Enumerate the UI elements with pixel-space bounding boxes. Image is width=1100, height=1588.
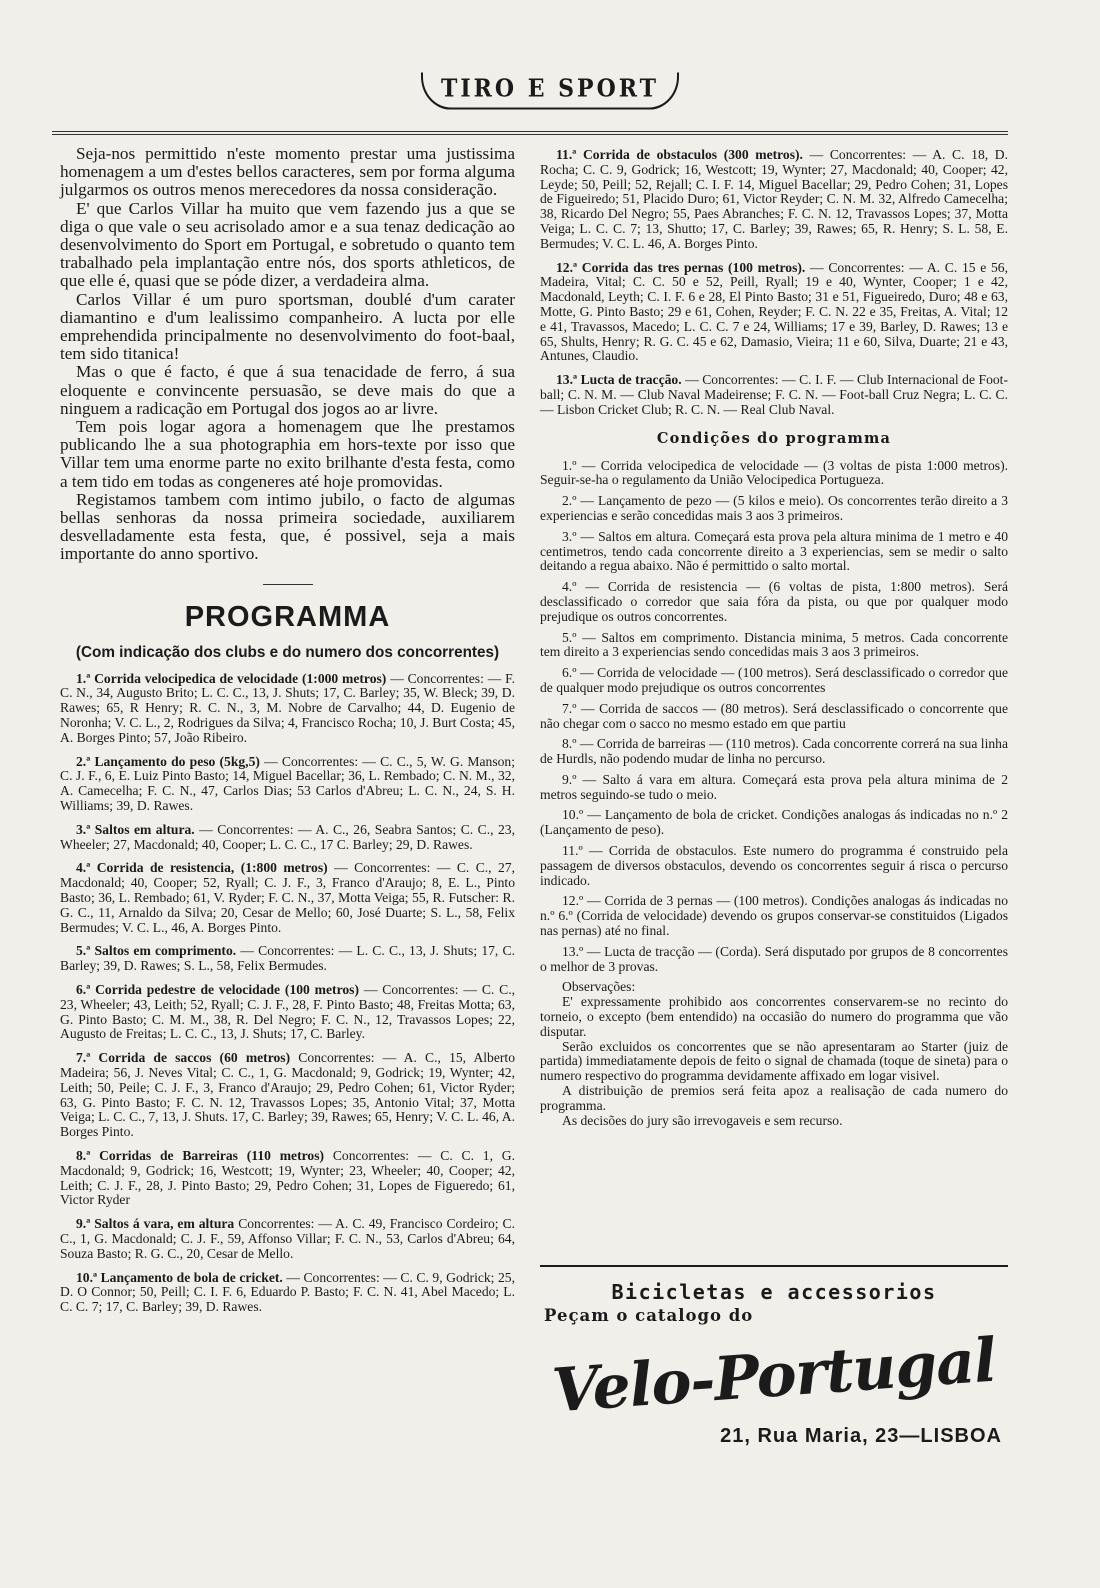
right-column: [540, 148, 1008, 1128]
event-heading: 11.ª Corrida de obstaculos (300 metros).: [556, 147, 803, 162]
intro-paragraph: E' que Carlos Villar ha muito que vem fazendo jus a que se diga o que vale o seu acrisolado amor e a sua tenaz dedicação ao desenvolvimento do Sport em Portugal, e sobretudo o quanto tem trabalhado pela implantação entre nós, dos sports athleticos, de que elle é, quasi que se póde dizer, a verdadeira alma.: [60, 198, 515, 291]
condition-item: 6.º — Corrida de velocidade — (100 metros). Será desclassificado o corredor que de qualquer modo prejudique os outros concorrentes: [540, 665, 1008, 695]
event-heading: 10.ª Lançamento de bola de cricket.: [76, 1269, 283, 1285]
intro-paragraph: Mas o que é facto, é que á sua tenacidade de ferro, á sua eloquente e convincente persuasão, se deve mais do que a ninguem a radicação em Portugal dos jogos ao ar livre.: [60, 362, 515, 418]
condition-item: 9.º — Salto á vara em altura. Começará esta prova pela altura minima de 2 metros seguindo-se tudo o meio.: [540, 771, 1008, 802]
masthead-logo: TIRO E SPORT: [421, 72, 679, 109]
left-column: [60, 145, 515, 1324]
observacao-item: A distribuição de premios será feita apoz a realisação de cada numero do programma.: [540, 1083, 1008, 1113]
event-heading: 8.ª Corridas de Barreiras (110 metros): [76, 1147, 325, 1163]
observacao-item: E' expressamente prohibido aos concorrentes conservarem-se no recinto do torneio, o excepto (bem entendido) na occasião do numero do programma que vão disputar.: [540, 994, 1008, 1039]
observacao-item: Serão excluidos os concorrentes que se não apresentaram ao Starter (juiz de partida) immediatamente depois de feito o signal de chamada (toque de sineta) para o numero respectivo do programma devidamente affixado em logar visivel.: [540, 1038, 1008, 1084]
event-item: [60, 1051, 515, 1140]
event-heading: 12.ª Corrida das tres pernas (100 metros).: [556, 259, 806, 275]
event-entrants: — Concorrentes: — A. C. 18, D. Rocha; C. C. 9, Godrick; 16, Westcott; 19, Wynter; 27, Macdonald; 40, Cooper; 42, Leyde; 50, Peill; 52, Rejall; C. I. F. 14, Miguel Bacellar; 29, Pedro Cohen; 31, Lopes de Figueiredo; 51, Placido Duro; 61, Victor Reyder; C. N. M. 32, Alfredo Camecelha; 38, Ricardo Del Negro; 55, Paes Abranches; F. C. N. 12, Travassos Lopes; 37, Motta Veiga; L. C. C. 7; 13, Shutto; 17, C. Barley; 39, Rawes; 65, R. Henry; S. L. 58, E. Bermudes; V. C. L. 46, A. Borges Pinto.: [540, 147, 1008, 251]
event-entrants: — Concorrentes: — C. I. F. — Club Internacional de Foot-ball; C. N. M. — Club Naval Madeirense; F. C. N. — Foot-ball Cruz Negra; L. C. C. — Lisbon Cricket Club; R. C. N. — Real Club Naval.: [540, 372, 1008, 417]
event-item: [60, 1149, 515, 1208]
ad-headline: Bicicletas e accessorios: [611, 1280, 937, 1304]
event-entrants: — Concorrentes: — C. C., 5, W. G. Manson; C. J. F., 6, E. Luiz Pinto Basto; 14, Miguel Bacellar; 36, L. Rembado; C. N. M., 32, A. Camecelha; F. C. N., 47, Carlos Dias; 53 Carlos d'Abreu; L. C. N., 24, S. H. Williams; 39, D. Rawes.: [60, 753, 516, 814]
event-heading: 1.ª Corrida velocipedica de velocidade (1:000 metros): [76, 670, 387, 686]
event-heading: 9.ª Saltos á vara, em altura: [76, 1216, 235, 1232]
condition-item: 10.º — Lançamento de bola de cricket. Condições analogas ás indicadas no n.º 2 (Lançamento de peso).: [540, 807, 1008, 838]
condition-item: 5.º — Saltos em comprimento. Distancia minima, 5 metros. Cada concorrente tem direito a 3 experiencias sendo concedidas mais 3 aos 3 primeiros.: [540, 629, 1008, 660]
event-item: [60, 1217, 515, 1261]
event-item: [60, 861, 515, 935]
event-item: [60, 944, 515, 974]
intro-text: [60, 145, 515, 564]
event-entrants: — Concorrentes: — C. C., 23, Wheeler; 43, Leith; 52, Ryall; C. J. F., 28, F. Pinto Basto; 48, Freitas Motta; 63, G. Pinto Basto; C. M. M., 38, R. Del Negro; F. C. N., 12, Travassos Lopes; 22, Augusto de Freitas; L. C. C., 13, J. Shuts; 17, C. Barley.: [60, 982, 515, 1042]
intro-paragraph: Seja-nos permittido n'este momento prestar uma justissima homenagem a um d'estes bellos caracteres, sem por forma alguma julgarmos os outros menos merecedores da nossa consideração.: [60, 144, 515, 200]
event-item: [60, 755, 515, 814]
observacao-item: As decisões do jury são irrevogaveis e sem recurso.: [562, 1112, 843, 1128]
ad-rule: [540, 1265, 1008, 1267]
observacoes-heading: Observações:: [562, 979, 636, 995]
event-entrants: — Concorrentes: — F. C. N., 34, Augusto Brito; L. C. C., 13, J. Shuts; 17, C. Barley; 35, W. Bleck; 39, D. Rawes; 65, R Henry; R. C. N., 3, M. Nobre de Carvalho; 44, D. Eugenio de Noronha; V. C. L., 2, Rodrigues da Silva; 4, Francisco Rocha; 10, J. Burt Costa; 45, A. Borges Pinto; 57, João Ribeiro.: [60, 670, 515, 745]
event-item: [60, 983, 515, 1042]
condition-item: 12.º — Corrida de 3 pernas — (100 metros). Condições analogas ás indicadas no n.º 6.º (Corrida de velocidade) devendo os grupos conservar-se constituidos (Ligados nas pernas) até no final.: [540, 893, 1008, 939]
event-item: [540, 261, 1008, 365]
event-heading: 7.ª Corrida de saccos (60 metros): [76, 1050, 291, 1066]
event-list: [60, 672, 515, 1315]
condition-item: 4.º — Corrida de resistencia — (6 voltas de pista, 1:800 metros). Será desclassificado o corredor que saia fóra da pista, ou que por qualquer modo prejudique os outros concorrentes.: [540, 579, 1008, 624]
event-item: [60, 823, 515, 853]
programma-title: PROGRAMMA: [184, 600, 391, 633]
condition-item: 7.º — Corrida de saccos — (80 metros). Será desclassificado o concorrente que não chegar com o sacco no mesmo estado em que partiu: [540, 700, 1008, 731]
event-item: [60, 1271, 515, 1315]
event-entrants: — Concorrentes: — A. C., 26, Seabra Santos; C. C., 23, Wheeler; 27, Macdonald; 40, Cooper; L. C. C., 17 C. Barley; 29, D. Rawes.: [60, 821, 515, 852]
event-heading: 3.ª Saltos em altura.: [76, 821, 195, 837]
event-heading: 2.ª Lançamento do peso (5kg,5): [76, 753, 260, 769]
condition-item: 8.º — Corrida de barreiras — (110 metros). Cada concorrente correrá na sua linha de Hurdls, não podendo mudar de linha no percurso.: [540, 736, 1008, 767]
section-divider: [263, 584, 313, 585]
event-heading: 6.ª Corrida pedestre de velocidade (100 metros): [76, 982, 359, 998]
intro-paragraph: Registamos tambem com intimo jubilo, o facto de algumas bellas senhoras da nossa primeira sociedade, auxiliarem desvelladamente esta festa, que, é possivel, seja a mais importante do anno sportivo.: [60, 489, 515, 564]
header-rule: [52, 131, 1008, 132]
condition-item: 13.º — Lucta de tracção — (Corda). Será disputado por grupos de 8 concorrentes o melhor de 3 provas.: [540, 943, 1008, 974]
condition-item: 3.º — Saltos em altura. Começará esta prova pela altura minima de 1 metro e 40 centimetros, tendo cada concorrente direito a 3 experiencias, sem se medir o salto deitando a regua abaixo. Não é permittido o salto mortal.: [540, 528, 1008, 574]
event-entrants: Concorrentes: — C. C. 1, G. Macdonald; 9, Godrick; 16, Westcott; 19, Wynter; 23, Wheeler; 40, Cooper; 42, Leith; C. J. F., 28, J. Pinto Basto; 29, Pedro Cohen; 31, Lopes de Figueredo; 61, Victor Ryder: [60, 1147, 515, 1208]
event-heading: 4.ª Corrida de resistencia, (1:800 metros): [76, 860, 328, 876]
condition-item: 1.º — Corrida velocipedica de velocidade — (3 voltas de pista 1:000 metros). Seguir-se-ha o regulamento da União Velocipedica Portugueza.: [540, 457, 1008, 488]
event-heading: 5.ª Saltos em comprimento.: [76, 943, 237, 959]
event-item: [540, 373, 1008, 417]
event-entrants: — Concorrentes: — L. C. C., 13, J. Shuts; 17, C. Barley; 39, D. Rawes; S. L., 58, Felix Bermudes.: [60, 943, 515, 974]
velo-portugal-ad: [540, 1280, 1008, 1448]
event-heading: 13.ª Lucta de tracção.: [556, 372, 682, 388]
event-entrants: Concorrentes: — A. C. 49, Francisco Cordeiro; C. C., 1, G. Macdonald; C. J. F., 59, Affonso Villar; F. C. N., 53, Carlos d'Abreu; 64, Souza Basto; R. G. C., 20, Cesar de Mello.: [60, 1216, 515, 1261]
header-rule-2: [52, 134, 1008, 135]
event-entrants: — Concorrentes: — C. C., 27, Macdonald; 40, Cooper; 52, Ryall; C. J. F., 3, Franco d'Araujo; 8, E. L., Pinto Basto; 36, L. Rembado; 61, V. Ryder; F. C. N., 37, Motta Veiga; 55, R. Futscher: R. G. C., 11, Arnaldo da Silva; 20, Cesar de Mello; 60, José Duarte; S. L., 58, Felix Bermudes; V. C. L., 46, A. Borges Pinto.: [60, 860, 515, 935]
intro-paragraph: Carlos Villar é um puro sportsman, doublé d'um carater diamantino e d'um lealissimo companheiro. A lucta por elle emprehendida principalmente no desenvolvimento do foot-baal, tem sido titanica!: [60, 289, 515, 364]
event-item: [540, 148, 1008, 252]
event-item: [60, 672, 515, 746]
masthead: [0, 74, 1100, 108]
ad-subline: Peçam o catalogo do: [544, 1306, 754, 1325]
velo-portugal-logo: Velo-Portugal: [550, 1325, 998, 1427]
programma-subtitle: (Com indicação dos clubs e do numero dos concorrentes): [75, 643, 500, 661]
event-entrants: Concorrentes: — A. C., 15, Alberto Madeira; 56, J. Neves Vital; C. C., 1, G. Macdonald; 9, Godrick; 19, Wynter; 42, Leith; 50, Peile; C. J. F., 3, Franco d'Araujo; 29, Pedro Cohen; 61, Victor Ryder; 63, G. Pinto Basto; F. C. N. 12, Travassos Lopes; 35, Antonio Vital; 37, Motta Veiga; L. C. C., 7, 13, J. Shuts. 17, C. Barley; 39, Rawes; 65, Henry; V. C. L. 46, A. Borges Pinto.: [60, 1050, 515, 1140]
intro-paragraph: Tem pois logar agora a homenagem que lhe prestamos publicando lhe a sua photographia em hors-texte por isso que Villar tem uma enorme parte no exito brilhante d'esta festa, como a tem tido em todas as congeneres até hoje promovidas.: [60, 417, 515, 491]
condition-item: 2.º — Lançamento de pezo — (5 kilos e meio). Os concorrentes terão direito a 3 experiencias e serão concedidas mais 3 aos 3 primeiros.: [540, 493, 1008, 523]
ad-address: 21, Rua Maria, 23—LISBOA: [720, 1425, 1002, 1447]
event-entrants: — Concorrentes: — C. C. 9, Godrick; 25, D. O Connor; 50, Peill; C. I. F. 6, Eduardo P. Basto; F. C. N. 41, Abel Macedo; L. C. C. 7; 17, C. Barley; 39, D. Rawes.: [60, 1269, 515, 1315]
event-entrants: — Concorrentes: — A. C. 15 e 56, Madeira, Vital; C. C. 50 e 52, Peill, Ryall; 19 e 40, Wynter, Cooper; 1 e 42, Macdonald, Leyth; C. I. F. 6 e 28, El Pinto Basto; 31 e 51, Figueiredo, Duro; 48 e 63, Motte, G. Pinto Basto; 29 e 61, Cohen, Reyder; F. C. N. 22 e 35, Freitas, A. Vital; 12 e 41, Travassos, Macedo; L. C. C. 7 e 24, Williams; 17 e 39, Barley, D. Rawes; 13 e 65, Shults, Henry; R. G. C. 45 e 62, Damasio, Vieira; 11 e 60, Silva, Duarte; 21 e 43, Antunes, Claudio.: [540, 259, 1008, 364]
condicoes-title: Condições do programma: [656, 429, 892, 447]
condition-item: 11.º — Corrida de obstaculos. Este numero do programma é construido pela passagem de diversos obstaculos, devendo os concorrentes seguir á risca o percurso indicado.: [540, 843, 1008, 888]
condicoes-list: [540, 459, 1008, 975]
